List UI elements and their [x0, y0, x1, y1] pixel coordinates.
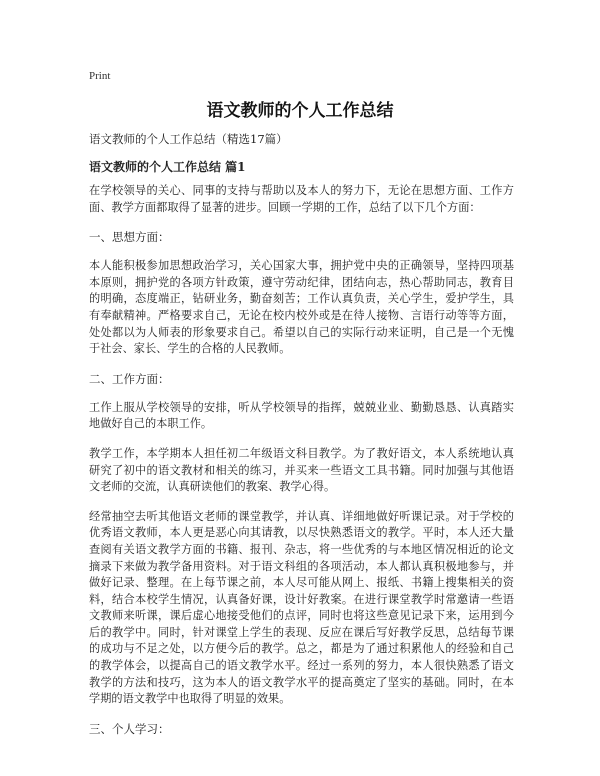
document-body: [89, 131, 514, 750]
heading-study: 三、个人学习：: [89, 721, 170, 736]
heading-work: 二、工作方面：: [89, 371, 170, 386]
ideology-paragraph: 本人能积极参加思想政治学习，关心国家大事，拥护党中央的正确领导，坚持四项基本原则，拥护党的各项方针政策，遵守劳动纪律，团结向志，热心帮助同志，教育目的明确，态度端正，钻研业务，勤奋刻苦；工作认真负责，关心学生，爱护学生，具有奉献精神。严格要求自己，无论在校内校外或是在待人接物、言语行动等等方面，处处都以为人师表的形象要求自己。希望以自己的实际行动来证明，自己是一个无愧于社会、家长、学生的合格的人民教师。: [89, 259, 514, 356]
lesson-observation-paragraph: 经常抽空去听其他语文老师的课堂教学，并认真、详细地做好听课记录。对于学校的优秀语文教师，本人更是恶心向其请教，以尽快熟悉语文的教学。平时，本人还大量查阅有关语文教学方面的书籍、报刊、杂志，将一些优秀的与本地区情况相近的论文摘录下来做为教学备用资料。对于语文科组的各项活动，本人都认真积极地参与，并做好记录、整理。在上每节课之前，本人尽可能从网上、报纸、书籍上搜集相关的资料，结合本校学生情况，认真备好课，设计好教案。在进行课堂教学时常邀请一些语文教师来听课，课后虚心地接受他们的点评，同时也将这些意见记录下来，运用到今后的教学中。同时，针对课堂上学生的表现、反应在课后写好教学反思，总结每节课的成功与不足之处，以方便今后的教学。总之，都是为了通过积累他人的经验和自己的教学体会，以提高自己的语文教学水平。经过一系列的努力，本人很快熟悉了语文教学的方法和技巧，这为本人的语文教学水平的提高奠定了坚实的基础。同时，在本学期的语文教学中也取得了明显的效果。: [89, 509, 514, 706]
intro-paragraph: 在学校领导的关心、同事的支持与帮助以及本人的努力下，无论在思想方面、工作方面、教学方面都取得了显著的进步。回顾一学期的工作，总结了以下几个方面：: [89, 184, 514, 214]
print-link[interactable]: Print: [89, 70, 111, 82]
section-title: 语文教师的个人工作总结 篇1: [89, 160, 246, 174]
document-title: 语文教师的个人工作总结: [206, 101, 394, 121]
document-subtitle: 语文教师的个人工作总结（精选17篇）: [89, 132, 288, 146]
teaching-paragraph: 教学工作，本学期本人担任初二年级语文科目教学。为了教好语文，本人系统地认真研究了初中的语文教材和相关的练习，并买来一些语文工具书籍。同时加强与其他语文老师的交流，认真研读他们的教案、教学心得。: [89, 446, 514, 494]
heading-ideology: 一、思想方面：: [89, 230, 170, 245]
work-paragraph: 工作上服从学校领导的安排，听从学校领导的指挥，兢兢业业、勤勤恳恳、认真踏实地做好自己的本职工作。: [89, 400, 514, 431]
